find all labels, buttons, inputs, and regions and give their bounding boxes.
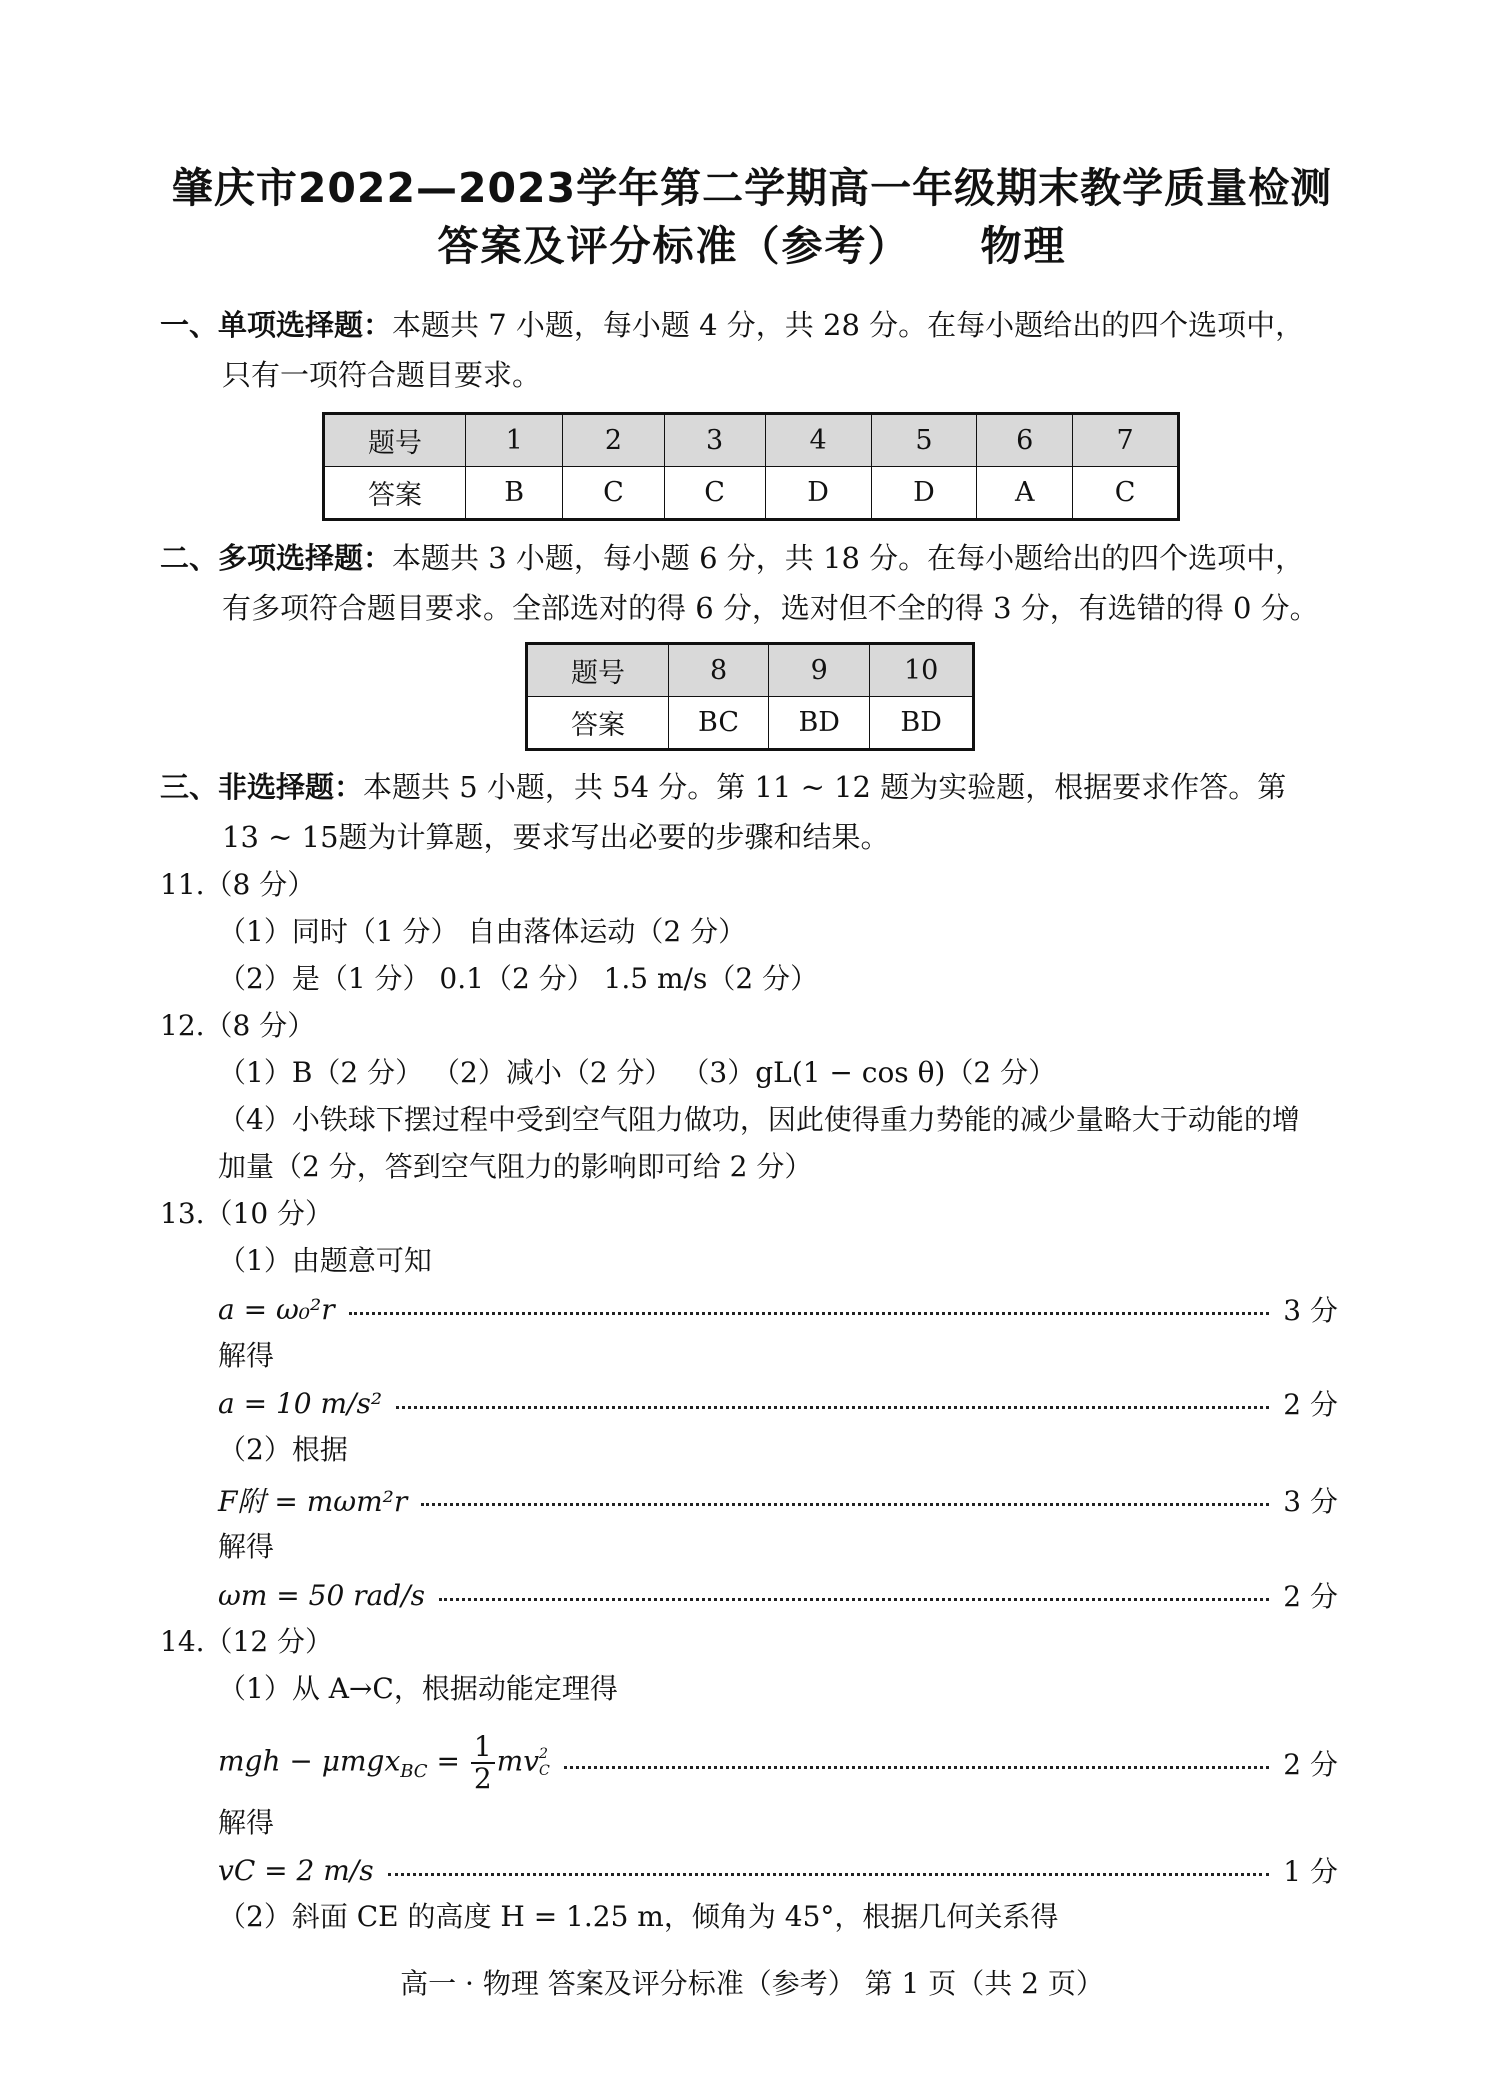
equation: F附 = mωm²r <box>218 1485 408 1518</box>
section2-heading: 二、多项选择题： <box>160 541 393 575</box>
table-cell: C <box>664 467 765 520</box>
equation: a = ω₀²r <box>218 1292 335 1326</box>
table-cell: 1 <box>466 414 563 467</box>
table-cell: 4 <box>765 414 871 467</box>
q12-line2: （4）小铁球下摆过程中受到空气阻力做功，因此使得重力势能的减少量略大于动能的增 <box>218 1103 1300 1136</box>
q12-line3: 加量（2 分，答到空气阻力的影响即可给 2 分） <box>218 1150 813 1183</box>
equation: vC = 2 m/s <box>218 1853 374 1887</box>
points: 1 分 <box>1283 1855 1338 1888</box>
q13-heading: 13.（10 分） <box>160 1197 334 1230</box>
eq-sub: BC <box>400 1761 428 1783</box>
table-cell: 7 <box>1073 414 1179 467</box>
q14-equation1 <box>218 1728 1338 1798</box>
table-cell: 2 <box>563 414 664 467</box>
table-row <box>527 644 974 697</box>
table-cell: 答案 <box>324 467 466 520</box>
table-row <box>324 414 1179 467</box>
points: 2 分 <box>1283 1580 1338 1613</box>
table-cell: 9 <box>769 644 870 697</box>
table-cell: 题号 <box>527 644 669 697</box>
points: 2 分 <box>1283 1748 1338 1781</box>
subtitle-label: 答案及评分标准（参考） <box>437 222 911 270</box>
q14-part2: （2）斜面 CE 的高度 H = 1.25 m，倾角为 45°，根据几何关系得 <box>218 1900 1059 1933</box>
table-cell: 10 <box>870 644 974 697</box>
q13-equation3 <box>218 1477 1338 1523</box>
table-cell: D <box>765 467 871 520</box>
eq-left: mgh − μmgx <box>218 1744 401 1778</box>
table-cell: C <box>563 467 664 520</box>
table-cell: 8 <box>669 644 769 697</box>
fraction-numerator: 1 <box>471 1732 495 1764</box>
table-cell: 3 <box>664 414 765 467</box>
eq-right: mv <box>496 1744 540 1778</box>
table-cell: B <box>466 467 563 520</box>
leader-dots <box>349 1312 1270 1315</box>
document-subtitle <box>0 213 1504 272</box>
equation: ωm = 50 rad/s <box>218 1578 425 1612</box>
table-cell: BD <box>870 697 974 750</box>
table-row <box>527 697 974 750</box>
table-cell: BC <box>669 697 769 750</box>
q14-solve1: 解得 <box>218 1806 275 1839</box>
leader-dots <box>421 1503 1269 1506</box>
section3-text2: 13 ~ 15题为计算题，要求写出必要的步骤和结果。 <box>222 820 890 854</box>
section1-text1: 本题共 7 小题，每小题 4 分，共 28 分。在每小题给出的四个选项中， <box>392 308 1305 342</box>
q13-solve2: 解得 <box>218 1530 275 1563</box>
q14-part1: （1）从 A→C，根据动能定理得 <box>218 1672 618 1705</box>
section1-line1 <box>160 300 1304 350</box>
table-cell: 6 <box>977 414 1073 467</box>
table-cell: A <box>977 467 1073 520</box>
leader-dots <box>388 1873 1270 1876</box>
leader-dots <box>396 1406 1269 1409</box>
q13-part2: （2）根据 <box>218 1433 348 1466</box>
document-title: 肇庆市2022—2023学年第二学期高一年级期末教学质量检测 <box>171 164 1333 212</box>
section2-line1 <box>160 533 1304 583</box>
q11-line2: （2）是（1 分） 0.1（2 分） 1.5 m/s（2 分） <box>218 962 819 995</box>
eq-sub: C <box>539 1763 550 1779</box>
section1-heading: 一、单项选择题： <box>160 308 393 342</box>
equation: a = 10 m/s² <box>218 1386 383 1420</box>
q14-equation2 <box>218 1847 1338 1893</box>
section3-line1 <box>160 762 1286 812</box>
subject-label: 物理 <box>980 222 1067 270</box>
q13-equation1 <box>218 1286 1338 1332</box>
points: 3 分 <box>1283 1294 1338 1327</box>
leader-dots <box>439 1598 1269 1601</box>
equation <box>218 1732 550 1794</box>
q13-equation4 <box>218 1572 1338 1618</box>
q13-part1: （1）由题意可知 <box>218 1244 432 1277</box>
leader-dots <box>564 1766 1269 1769</box>
points: 3 分 <box>1283 1485 1338 1518</box>
section1-text2: 只有一项符合题目要求。 <box>222 358 542 392</box>
points: 2 分 <box>1283 1388 1338 1421</box>
section2-text2: 有多项符合题目要求。全部选对的得 6 分，选对但不全的得 3 分，有选错的得 0 分。 <box>222 591 1319 625</box>
fraction-denominator: 2 <box>473 1762 492 1795</box>
section3-text1: 本题共 5 小题，共 54 分。第 11 ~ 12 题为实验题，根据要求作答。第 <box>363 770 1287 804</box>
section2-text1: 本题共 3 小题，每小题 6 分，共 18 分。在每小题给出的四个选项中， <box>392 541 1305 575</box>
q12-heading: 12.（8 分） <box>160 1009 316 1042</box>
table-cell: 5 <box>871 414 977 467</box>
eq-equals: = <box>427 1744 469 1778</box>
section2-answer-table <box>525 642 975 751</box>
table-cell: C <box>1073 467 1179 520</box>
table-cell: BD <box>769 697 870 750</box>
q11-heading: 11.（8 分） <box>160 868 316 901</box>
table-cell: 题号 <box>324 414 466 467</box>
q13-equation2 <box>218 1380 1338 1426</box>
table-cell: 答案 <box>527 697 669 750</box>
section1-answer-table <box>322 412 1180 521</box>
table-row <box>324 467 1179 520</box>
page-footer: 高一 · 物理 答案及评分标准（参考） 第 1 页（共 2 页） <box>400 1967 1104 2000</box>
table-cell: D <box>871 467 977 520</box>
q11-line1: （1）同时（1 分） 自由落体运动（2 分） <box>218 915 747 948</box>
q13-solve1: 解得 <box>218 1339 275 1372</box>
fraction <box>471 1732 495 1794</box>
eq-sup: 2 <box>539 1746 549 1762</box>
section3-heading: 三、非选择题： <box>160 770 364 804</box>
q14-heading: 14.（12 分） <box>160 1625 334 1658</box>
q12-line1: （1）B（2 分） （2）减小（2 分） （3）gL(1 − cos θ)（2 分） <box>218 1056 1057 1089</box>
